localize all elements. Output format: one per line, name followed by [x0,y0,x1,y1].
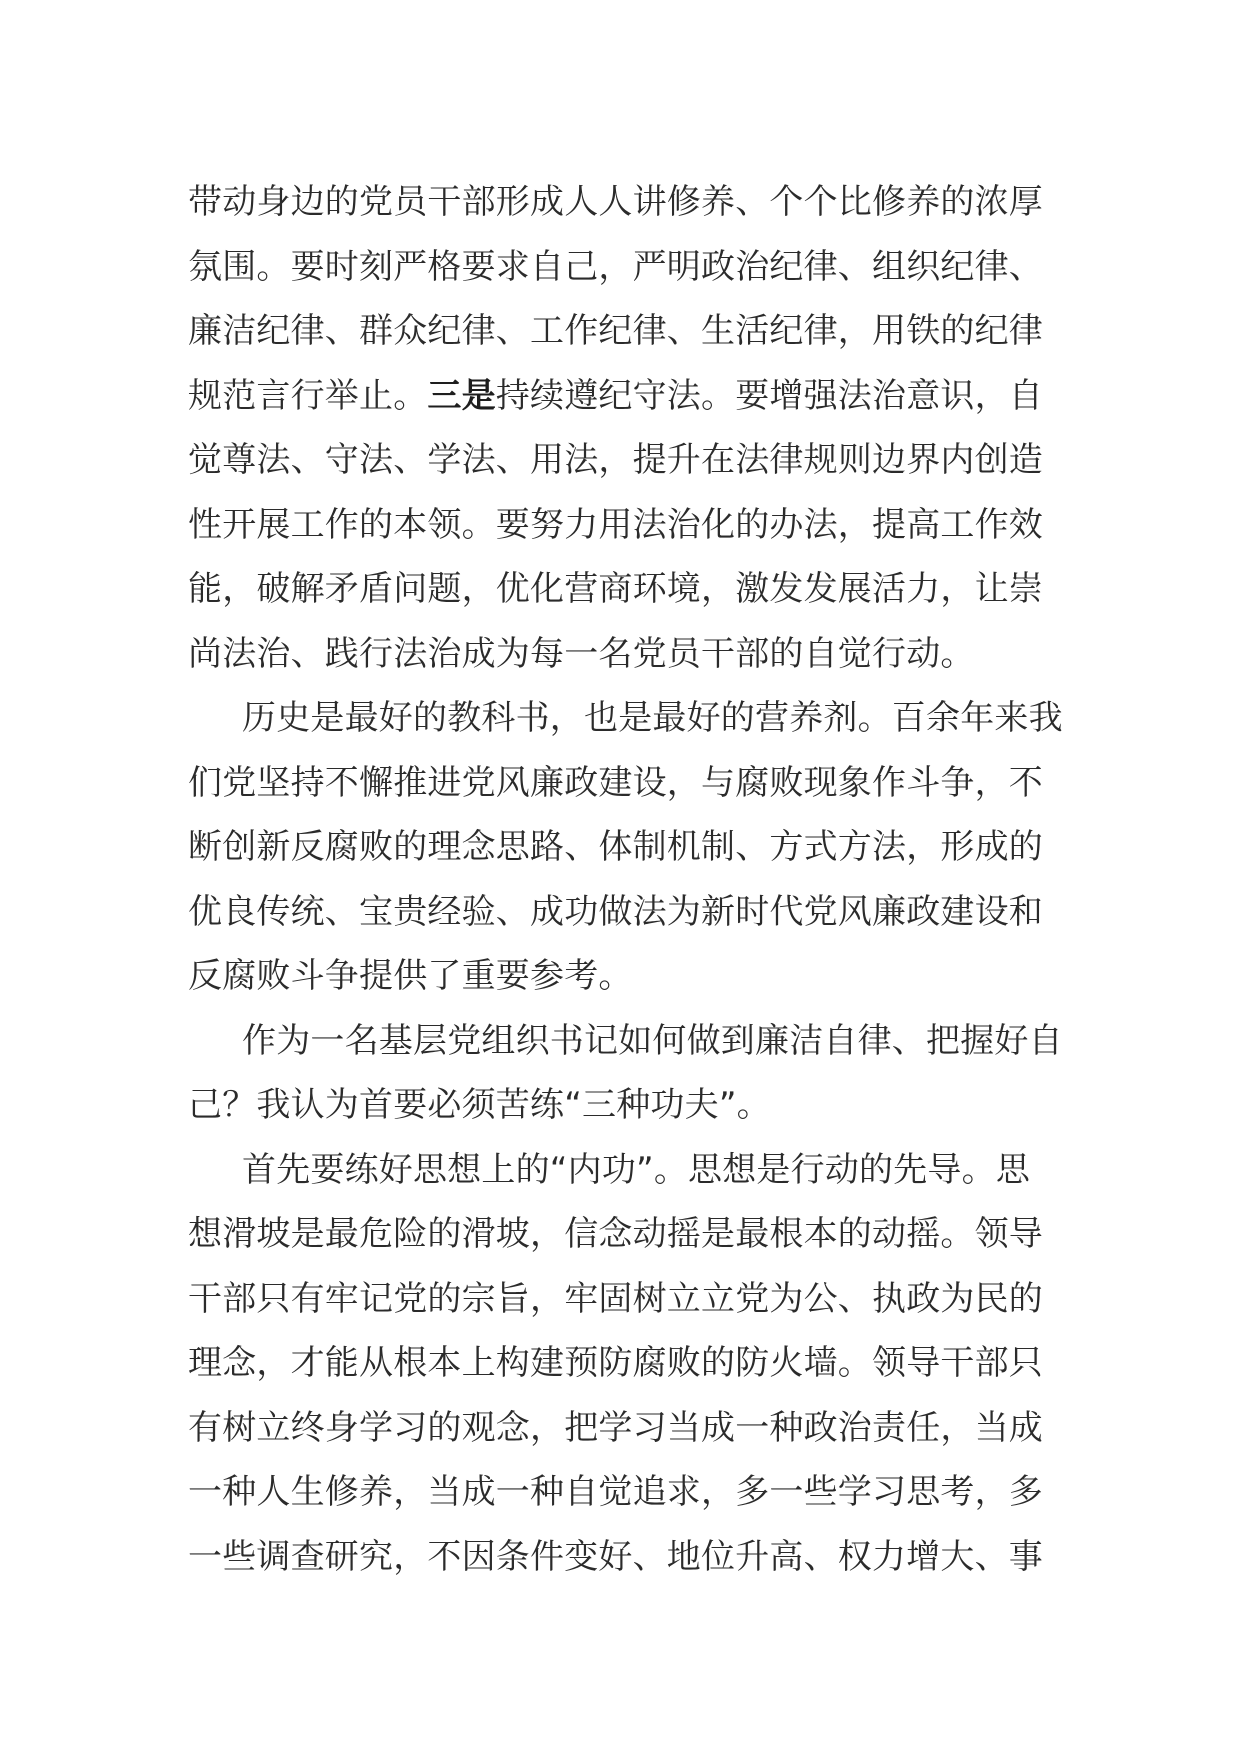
text-run: 一种人生修养，当成一种自觉追求，多一些学习思考，多 [188,1472,1043,1512]
bold-text-run: 三是 [427,375,496,416]
text-run: 廉洁纪律、群众纪律、工作纪律、生活纪律，用铁的纪律 [188,311,1043,351]
text-line [188,815,1068,880]
text-line [188,1396,1068,1461]
text-run: 性开展工作的本领。要努力用法治化的办法，提高工作效 [188,504,1043,545]
text-line [188,493,1068,558]
text-line [188,235,1068,300]
text-line [188,170,1068,235]
text-run: 优良传统、宝贵经验、成功做法为新时代党风廉政建设和 [188,891,1043,932]
text-line [188,299,1068,364]
text-line [188,1202,1068,1267]
text-line [188,944,1068,1009]
text-run: 有树立终身学习的观念，把学习当成一种政治责任，当成 [188,1407,1043,1448]
text-line [188,751,1068,816]
paragraph [188,1009,1068,1138]
text-run: 氛围。要时刻严格要求自己，严明政治纪律、组织纪律、 [188,246,1043,287]
text-run: 尚法治、践行法治成为每一名党员干部的自觉行动。 [188,633,975,674]
text-run: 断创新反腐败的理念思路、体制机制、方式方法，形成的 [188,827,1043,867]
text-run: 历史是最好的教科书，也是最好的营养剂。百余年来我 [242,698,1063,738]
text-line [188,1267,1068,1332]
text-run: 理念，才能从根本上构建预防腐败的防火墙。领导干部只 [188,1343,1043,1383]
text-run: 己？我认为首要必须苦练“三种功夫”。 [188,1085,771,1125]
text-line [188,557,1068,622]
text-run: 反腐败斗争提供了重要参考。 [188,956,633,996]
text-run: 持续遵纪守法。要增强法治意识，自 [495,375,1044,416]
document-body [188,170,1068,1589]
text-run: 干部只有牢记党的宗旨，牢固树立立党为公、执政为民的 [188,1278,1043,1319]
text-run: 能，破解矛盾问题，优化营商环境，激发发展活力，让崇 [188,569,1043,609]
text-run: 觉尊法、守法、学法、用法，提升在法律规则边界内创造 [188,440,1043,480]
paragraph [188,1138,1068,1590]
text-line [188,1525,1068,1590]
text-line [188,686,1068,751]
text-line [188,622,1068,687]
paragraph [188,170,1068,686]
text-run: 们党坚持不懈推进党风廉政建设，与腐败现象作斗争，不 [188,762,1043,803]
paragraph [188,686,1068,1009]
text-line [188,1138,1068,1203]
text-run: 一些调查研究，不因条件变好、地位升高、权力增大、事 [188,1536,1043,1577]
text-run: 首先要练好思想上的“内功”。思想是行动的先导。思 [242,1149,1031,1190]
text-line [188,1009,1068,1074]
text-line [188,428,1068,493]
text-line [188,880,1068,945]
text-line [188,1331,1068,1396]
text-line [188,364,1068,429]
text-run: 规范言行举止。 [188,375,428,416]
text-line [188,1073,1068,1138]
text-run: 作为一名基层党组织书记如何做到廉洁自律、把握好自 [242,1020,1063,1061]
text-run: 带动身边的党员干部形成人人讲修养、个个比修养的浓厚 [188,182,1043,222]
text-line [188,1460,1068,1525]
text-run: 想滑坡是最危险的滑坡，信念动摇是最根本的动摇。领导 [188,1214,1043,1254]
